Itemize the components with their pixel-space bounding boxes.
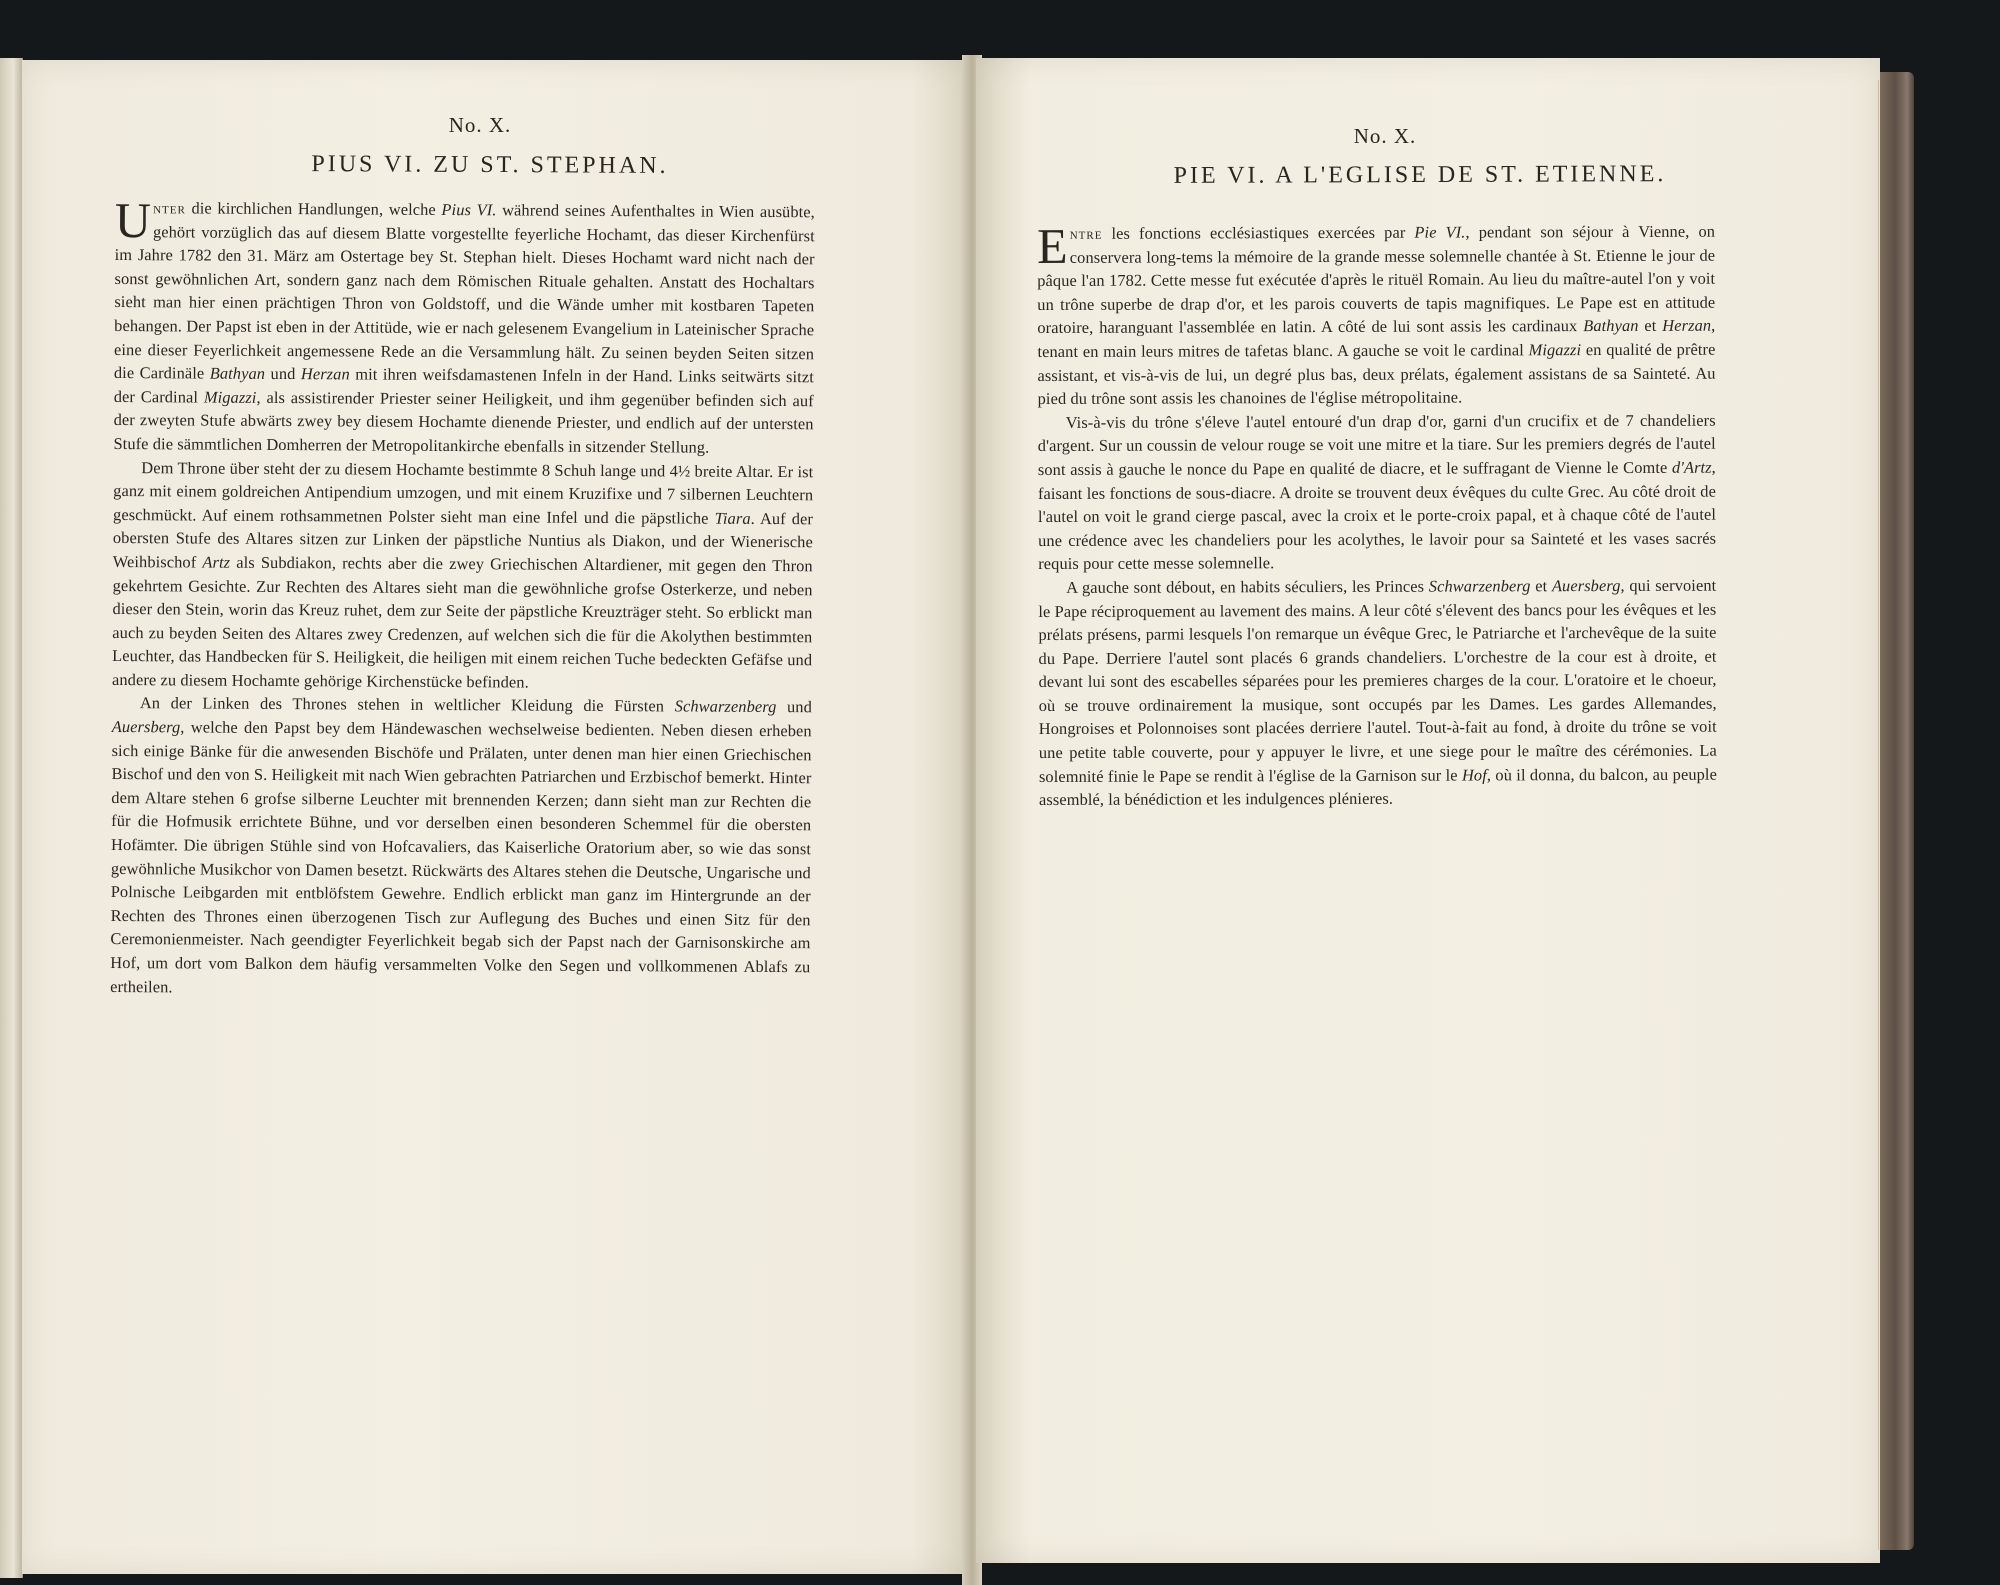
text-run: . Auf der obersten Stufe des Altares sitzen zur Linken der päpstliche Nuntius als Diakon, und der Wienerische Weihbischof bbox=[112, 508, 814, 572]
italic-name: Bathyan bbox=[209, 363, 266, 384]
text-run: während seines Aufenthaltes in Wien ausübte, gehört vorzüglich das auf diesem Blatte vorgestellte feyerliche Hochamt, das dieser Kirchenfürst im Jahre 1782 den 31. März am Ostertage bey St. Stephan hielt. Dieses Hochamt ward nicht nach der sonst gewöhnlichen Art, sondern ganz nach dem Römischen Rituale gehalten. Anstatt des Hochaltars sieht man hier einen prächtigen Thron von Goldstoff, und die Wände umher mit kostbaren Tapeten behangen. Der Papst ist eben in der Attitüde, wie er nach gelesenem Evangelium in Lateinischer Sprache eine dieser Feyerlichkeit angemessene Rede an die Versammlung hält. Zu seinen beyden Seiten sitzen die Cardinäle bbox=[113, 200, 815, 383]
text-run: , tenant en main leurs mitres de tafetas blanc. A gauche se voit le cardinal bbox=[1037, 316, 1716, 361]
italic-name: Bathyan bbox=[1583, 316, 1639, 336]
italic-name: Migazzi bbox=[1528, 340, 1582, 360]
text-run: als Subdiakon, rechts aber die zwey Griechischen Altardiener, mit gegen den Thron gekehrtem Gesichte. Zur Rechten des Altares sieht man die gewöhnliche grofse Osterkerze, und neben dieser den Stein, worin das Kreuz ruhet, dem zur Seite der päpstliche Kreuzträger steht. So erblickt man auch zu beyden Seiten des Altares zwey Credenzen, auf welchen sich die für die Akolythen bestimmten Leuchter, das Handbecken für S. Heiligkeit, die heiligen mit einem reichen Tuche bedeckten Gefäfse und andere zu diesem Hochamte gehörige Kirchenstücke befinden. bbox=[111, 552, 813, 692]
text-run: und bbox=[776, 697, 812, 717]
body-paragraph bbox=[1038, 574, 1717, 812]
italic-name: Pie VI. bbox=[1414, 222, 1466, 242]
right-body-text bbox=[1036, 217, 1717, 812]
text-run: An der Linken des Thrones stehen in weltlicher Kleidung die Fürsten bbox=[139, 693, 675, 716]
right-plate-number: No. X. bbox=[1353, 124, 1417, 148]
body-paragraph bbox=[110, 691, 812, 1002]
text-run: A gauche sont débout, en habits séculiers, les Princes bbox=[1066, 576, 1429, 597]
text-run: et bbox=[1530, 576, 1552, 596]
text-run: , welche den Papst bey dem Händewaschen wechselweise bedienten. Neben diesen erheben sich einige Bänke für die anwesenden Bischöfe und Prälaten, unter denen man hier einen Griechischen Bischof und den von S. Heiligkeit mit nach Wien gebrachten Patriarchen und Erzbischof bemerkt. Hinter dem Altare stehen 6 grofse silberne Leuchter mit brennenden Kerzen; dann sieht man zur Rechten die für die Hofmusik errichtete Bühne, und vor derselben einen besonderen Schemmel für die obersten Hofämter. Die übrigen Stühle sind von Hofcavaliers, das Kaiserliche Oratorium aber, so wie das sonst gewöhnliche Musikchor von Damen besetzt. Rückwärts des Altares stehen die Deutsche, Ungarische und Polnische Leibgarden mit entblöfstem Gewehre. Endlich erblickt man ganz im Hintergrunde an der Rechten des Thrones einen überzogenen Tisch zur Auflegung des Buches und einen Sitz für den Ceremonienmeister. Nach geendigter Feyerlichkeit begab sich der Papst nach der Garnisonskirche am Hof, um dort vom Balkon dem häufig versammelten Volke den Segen und vollkommenen Ablafs zu ertheilen. bbox=[110, 717, 812, 996]
text-run: , où il donna, du balcon, au peuple assemblé, la bénédiction et les indulgences plénieres. bbox=[1038, 764, 1717, 810]
text-run: ntre bbox=[1069, 223, 1103, 243]
left-body-text bbox=[110, 192, 815, 1002]
italic-name: Herzan bbox=[1662, 316, 1712, 336]
left-plate-number: No. X. bbox=[448, 113, 512, 137]
italic-name: Artz bbox=[202, 552, 231, 572]
text-run: mit ihren weifsdamastenen Infeln in der Hand. Links seitwärts sitzt der Cardinal bbox=[113, 364, 814, 407]
text-run: , faisant les fonctions de sous-diacre. A droite se trouvent deux évêques du culte Grec. Au côté droit de l'autel on voit le grand cierge pascal, avec la croix et le porte-croix papal, et à chaque côté de l'autel une crédence avec les chandeliers pour les acolythes, le lavoir pour sa Sainteté et les vases sacrés requis pour cette messe solemnelle. bbox=[1037, 457, 1717, 574]
italic-name: Schwarzenberg bbox=[1428, 576, 1531, 596]
text-run: , als assistirender Priester seiner Heiligkeit, und ihm gegenüber befinden sich auf der zweyten Stufe abwärts zwey bey diesem Hochamte dienende Priester, und endlich auf der untersten Stufe die sämmtlichen Domherren der Metropolitankirche ebenfalls in sitzender Stellung. bbox=[113, 387, 814, 457]
italic-name: Auersberg bbox=[1551, 575, 1621, 596]
drop-cap: U bbox=[114, 192, 152, 249]
text-run: und bbox=[265, 364, 301, 384]
text-run: Dem Throne über steht der zu diesem Hochamte bestimmte 8 Schuh lange und 4½ breite Altar. Er ist ganz mit einem goldreichen Antipendium umzogen, und mit einem Kruzifixe und 7 silbernen Leuchtern geschmückt. Auf einem rothsammetnen Polster sieht man eine Infel und die päpstliche bbox=[112, 457, 814, 528]
text-run: Vis-à-vis du trône s'éleve l'autel entouré d'un drap d'or, garni d'un crucifix et de 7 chandeliers d'argent. Sur un coussin de velour rouge se voit une mitre et la tiare. Sur les premiers degrés de l'autel sont assis à gauche le nonce du Pape en qualité de diacre, et le suffragant de Vienne le Comte bbox=[1037, 410, 1716, 479]
text-run: les fonctions ecclésiastiques exercées par bbox=[1102, 222, 1415, 243]
italic-name: Hof bbox=[1461, 765, 1487, 785]
italic-name: Migazzi bbox=[203, 387, 257, 407]
body-paragraph bbox=[1038, 408, 1717, 576]
left-page-title: PIUS VI. ZU ST. STEPHAN. bbox=[311, 151, 669, 179]
text-run: , qui servoient le Pape réciproquement au lavement des mains. A leur côté s'élevent des bancs pour les évêques et les prélats présens, parmi lesquels l'on remarque un évêque Grec, le Patriarche et l'archevêque de la suite du Pape. Derriere l'autel sont placés 6 grands chandeliers. L'orchestre de la cour est à droite, et devant lui sont des escabelles séparées pour les premieres charges de la cour. L'oratoire et le choeur, où se trouve ordinairement la musique, sont occupés par les Dames. Les gardes Allemandes, Hongroises et Polonnoises sont placées derriere l'autel. Tout-à-fait au fond, à droite du trône se voit une petite table couverte, pour y appuyer le livre, et une siege pour le maître des cérémonies. La solemnité finie le Pape se rendit à l'église de la Garnison sur le bbox=[1038, 575, 1717, 786]
text-run: nter bbox=[153, 198, 186, 218]
body-paragraph bbox=[1036, 217, 1716, 411]
previous-page-edge bbox=[0, 58, 23, 1578]
italic-name: Pius VI. bbox=[441, 199, 497, 220]
drop-cap: E bbox=[1036, 217, 1068, 274]
text-run: die kirchlichen Handlungen, welche bbox=[185, 198, 442, 219]
italic-name: Schwarzenberg bbox=[674, 696, 777, 717]
italic-name: Tiara bbox=[714, 508, 751, 528]
italic-name: Herzan bbox=[300, 364, 350, 384]
italic-name: Auersberg bbox=[111, 717, 181, 737]
italic-name: d'Artz bbox=[1671, 457, 1712, 477]
book-cover-edge bbox=[1880, 72, 1914, 1550]
body-paragraph bbox=[113, 192, 815, 460]
body-paragraph bbox=[112, 456, 813, 696]
text-run: , pendant son séjour à Vienne, on conservera long-tems la mémoire de la grande messe solemnelle chantée à St. Etienne le jour de pâque l'an 1782. Cette messe fut exécutée d'après le rituël Romain. Au lieu du maître-autel l'on y voit un trône superbe de drap d'or, et les parois couverts de tapis magnifiques. Le Pape est en attitude oratoire, haranguant l'assemblée en latin. A côté de lui sont assis les cardinaux bbox=[1037, 221, 1716, 338]
text-run: et bbox=[1638, 316, 1663, 336]
text-run: en qualité de prêtre assistant, et vis-à-vis de lui, un degré plus bas, deux prélats, également assistans de sa Sainteté. Au pied du trône sont assis les chanoines de l'église métropolitaine. bbox=[1037, 339, 1716, 409]
right-page-title: PIE VI. A L'EGLISE DE ST. ETIENNE. bbox=[1173, 161, 1667, 189]
